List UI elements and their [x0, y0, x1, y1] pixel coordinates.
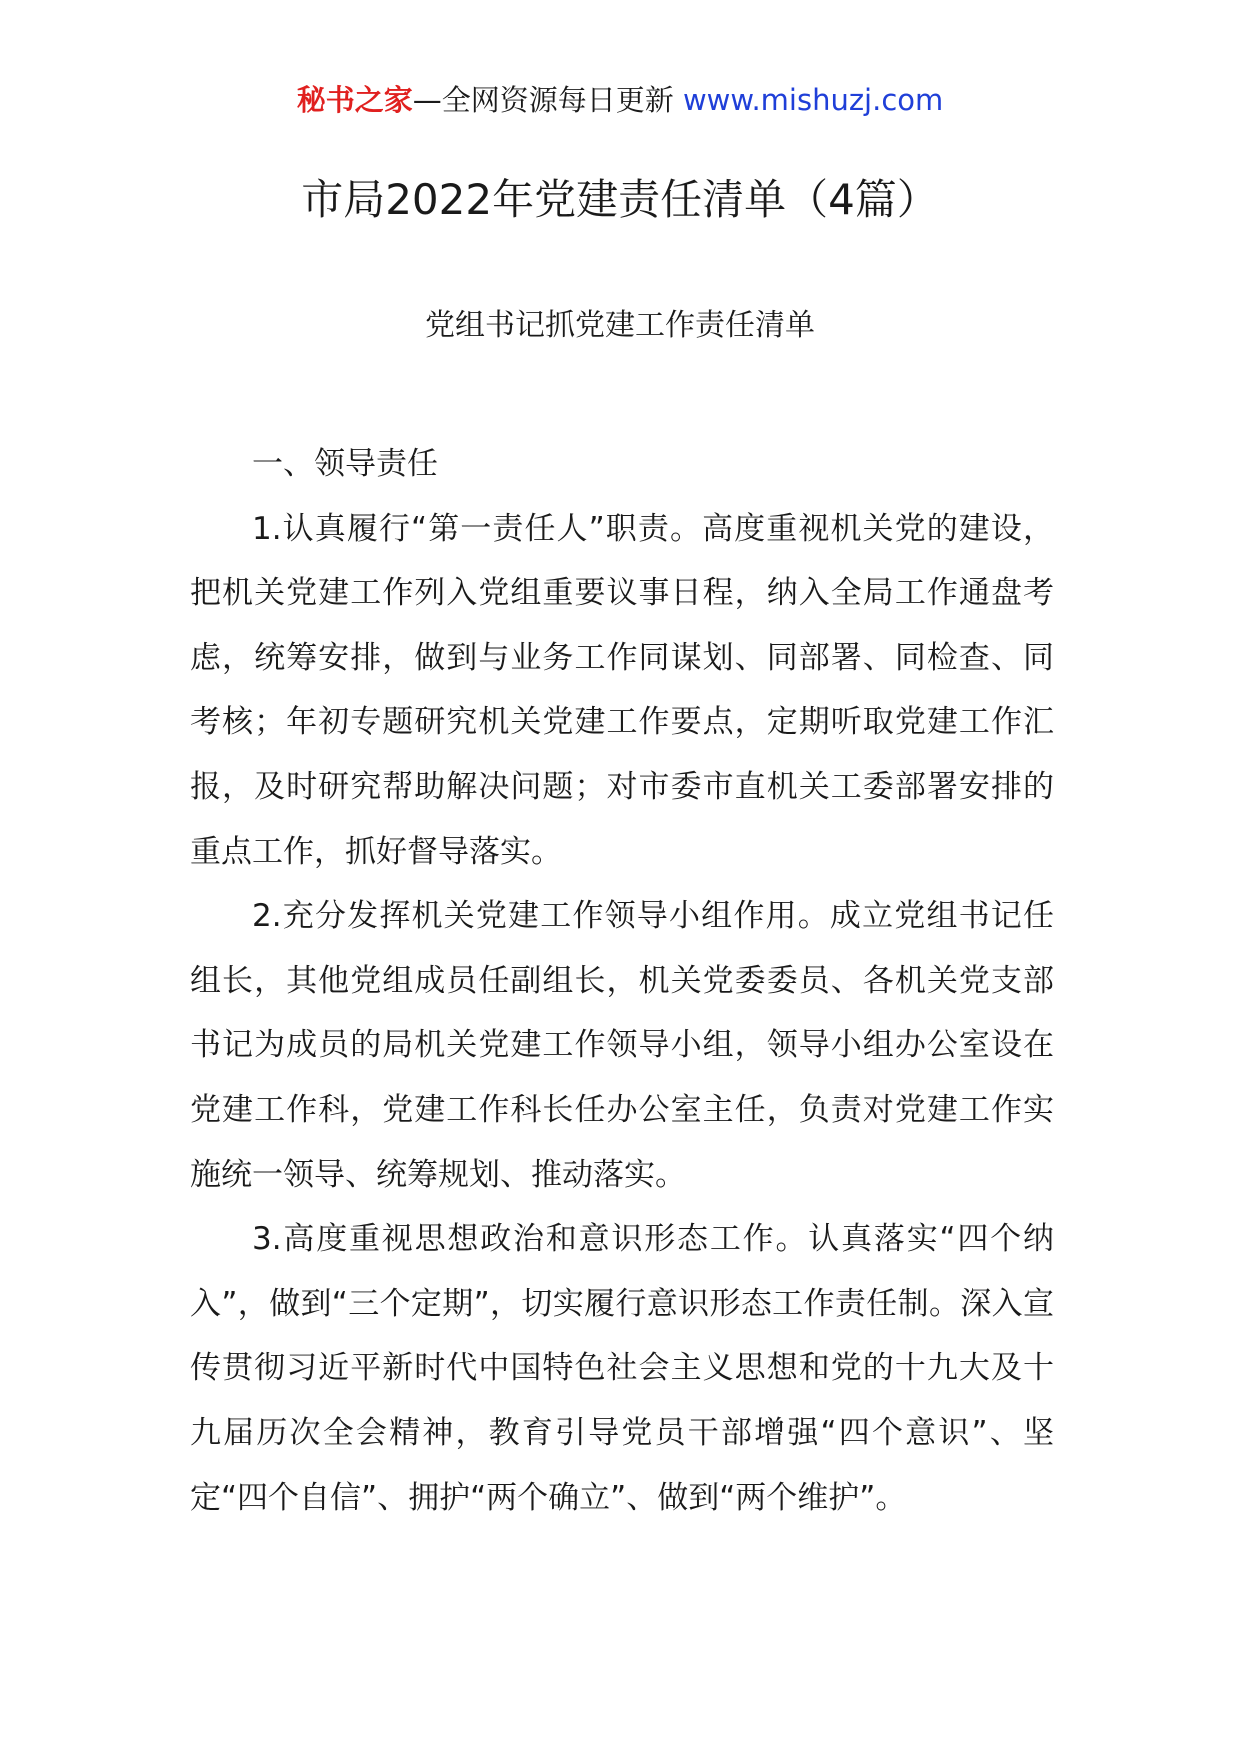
site-url-link[interactable]: www.mishuzj.com [682, 83, 944, 117]
section-heading: 一、领导责任 [252, 446, 438, 482]
document-title: 市局2022年党建责任清单（4篇） [301, 175, 939, 224]
site-slogan: —全网资源每日更新 [412, 83, 674, 117]
site-banner [0, 78, 1240, 122]
paragraph-3: 3.高度重视思想政治和意识形态工作。认真落实“四个纳入”，做到“三个定期”，切实履行意识形态工作责任制。深入宣传贯彻习近平新时代中国特色社会主义思想和党的十九大及十九届历次全会精神，教育引导党员干部增强“四个意识”、坚定“四个自信”、拥护“两个确立”、做到“两个维护”。 [190, 1221, 1054, 1516]
paragraph-1: 1.认真履行“第一责任人”职责。高度重视机关党的建设，把机关党建工作列入党组重要议事日程，纳入全局工作通盘考虑，统筹安排，做到与业务工作同谋划、同部署、同检查、同考核；年初专题研究机关党建工作要点，定期听取党建工作汇报，及时研究帮助解决问题；对市委市直机关工委部署安排的重点工作，抓好督导落实。 [190, 510, 1054, 870]
paragraph-2: 2.充分发挥机关党建工作领导小组作用。成立党组书记任组长，其他党组成员任副组长，机关党委委员、各机关党支部书记为成员的局机关党建工作领导小组，领导小组办公室设在党建工作科，党建工作科长任办公室主任，负责对党建工作实施统一领导、统筹规划、推动落实。 [190, 898, 1054, 1193]
document-subtitle: 党组书记抓党建工作责任清单 [425, 308, 815, 343]
site-brand: 秘书之家 [296, 83, 413, 117]
document-body [190, 432, 1054, 1530]
